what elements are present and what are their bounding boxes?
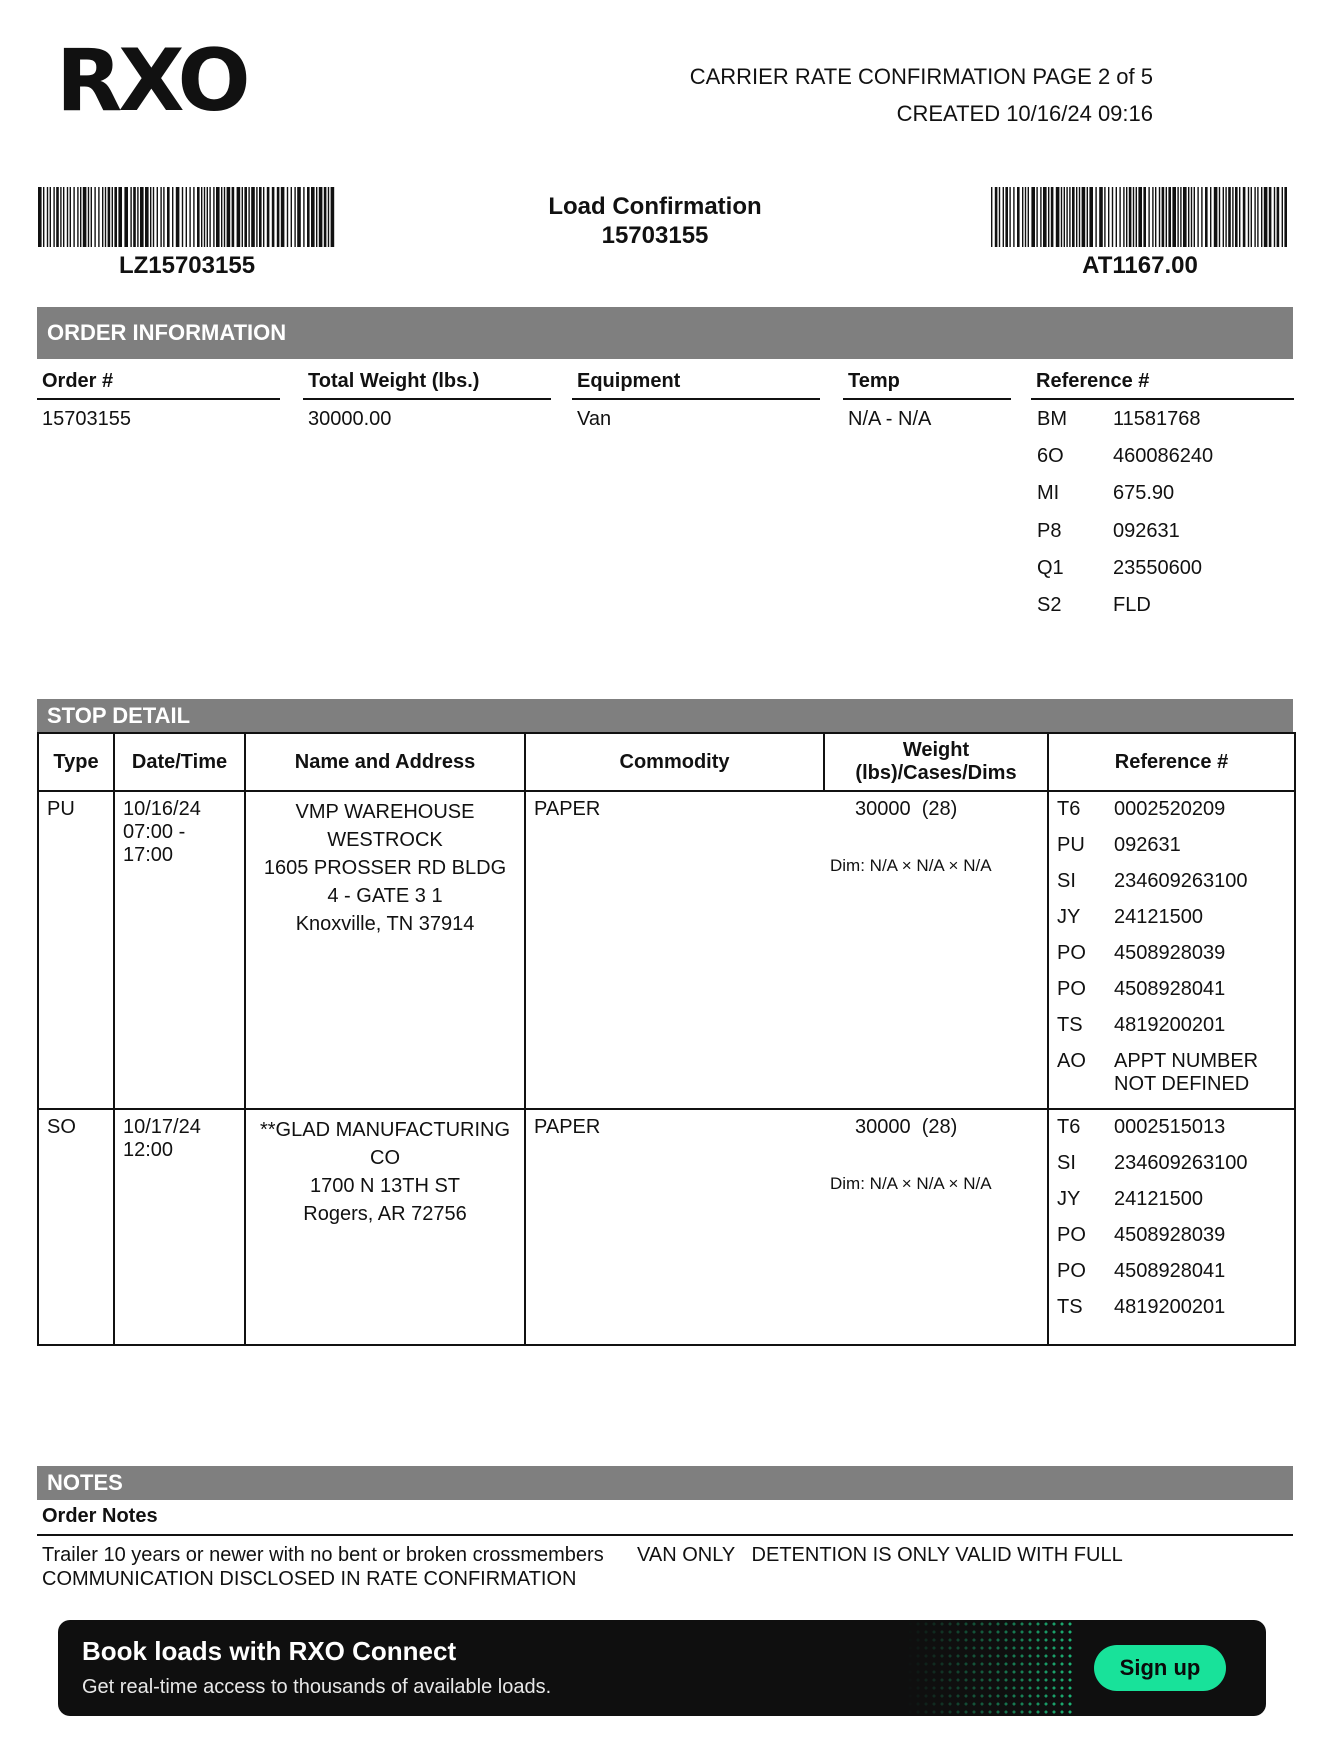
barcode-bar <box>991 187 992 247</box>
barcode-bar <box>105 187 106 247</box>
list-item <box>1057 978 1286 1014</box>
barcode-bar <box>1235 187 1238 247</box>
order-information-header: ORDER INFORMATION <box>37 307 1293 359</box>
stop-table-header-row <box>38 733 1295 791</box>
barcode-bar <box>1003 187 1004 247</box>
ref-value: 4508928039 <box>1114 1224 1226 1246</box>
ref-value: 234609263100 <box>1114 1152 1248 1174</box>
barcode-bar <box>94 187 95 247</box>
address-line: **GLAD MANUFACTURING <box>259 1119 511 1141</box>
stop-references <box>1048 1109 1295 1345</box>
ref-code: SI <box>1057 870 1076 892</box>
ref-code: BM <box>1037 408 1067 430</box>
address-line: 4 - GATE 3 1 <box>327 885 443 907</box>
table-row <box>38 1109 1295 1345</box>
ref-code: P8 <box>1037 520 1062 542</box>
dot-pattern-icon <box>906 1620 1076 1716</box>
barcode-bar <box>1040 187 1041 247</box>
commodity-column-header: Commodity <box>525 733 824 791</box>
barcode-bar <box>227 187 231 247</box>
barcode-bar <box>311 187 315 247</box>
barcode-bar <box>153 187 154 247</box>
banner-title: Book loads with RXO Connect <box>82 1636 457 1666</box>
barcode-bar <box>1197 187 1198 247</box>
stop-name-address <box>245 1109 525 1345</box>
list-item <box>1057 1188 1286 1224</box>
barcode-bar <box>53 187 54 247</box>
barcode-bar <box>197 187 200 247</box>
barcode-bar <box>1243 187 1246 247</box>
created-timestamp: CREATED 10/16/24 09:16 <box>896 101 1153 126</box>
barcode-bar <box>1148 187 1149 247</box>
ref-code: TS <box>1057 1014 1083 1036</box>
barcode-right-label: AT1167.00 <box>1082 252 1198 279</box>
barcode-bar <box>130 187 131 247</box>
barcode-bar <box>1225 187 1226 247</box>
ref-code: JY <box>1057 1188 1081 1210</box>
weight-value: 30000 (28) <box>855 798 958 820</box>
barcode-bar <box>224 187 225 247</box>
ref-code: MI <box>1037 482 1060 504</box>
order-reference-row <box>1037 557 1202 580</box>
barcode-bar <box>124 187 128 247</box>
ref-code: T6 <box>1057 1116 1081 1138</box>
barcode-bar <box>294 187 295 247</box>
banner-subtitle: Get real-time access to thousands of available loads. <box>82 1676 552 1698</box>
barcode-bar <box>209 187 210 247</box>
table-row <box>38 791 1295 1109</box>
ref-value: APPT NUMBER NOT DEFINED <box>1114 1050 1259 1095</box>
load-number: 15703155 <box>601 222 709 249</box>
stop-type: SO <box>38 1109 114 1345</box>
ref-code: 6O <box>1037 445 1064 467</box>
list-item <box>1057 1116 1286 1152</box>
equipment-header: Equipment <box>572 370 820 400</box>
barcode-bar <box>145 187 149 247</box>
reference-header: Reference # <box>1031 370 1294 400</box>
barcode-bar <box>232 187 235 247</box>
ref-value: 675.90 <box>1113 482 1175 504</box>
dims-value: Dim: N/A × N/A × N/A <box>830 856 992 875</box>
barcode-bar <box>267 187 270 247</box>
barcode-bar <box>137 187 138 247</box>
weight-value: 30000 (28) <box>855 1116 958 1138</box>
barcode-bar <box>114 187 117 247</box>
barcode-bar <box>1138 187 1142 247</box>
stop-time-start: 12:00 <box>123 1139 174 1161</box>
barcode-bar <box>112 187 113 247</box>
barcode-bar <box>1069 187 1070 247</box>
barcode-bar <box>1082 187 1086 247</box>
stop-commodity-weight <box>525 791 1048 1109</box>
ref-value: 24121500 <box>1114 906 1203 928</box>
reference-column-header: Reference # <box>1048 733 1295 791</box>
address-line: Knoxville, TN 37914 <box>295 913 475 935</box>
notes-header: NOTES <box>37 1466 1293 1500</box>
barcode-bar <box>102 187 103 247</box>
commodity-value: PAPER <box>534 798 601 820</box>
address-line: WESTROCK <box>327 829 443 851</box>
barcode-bar <box>1257 187 1258 247</box>
list-item <box>1057 1260 1286 1296</box>
stop-date: 10/17/24 <box>123 1116 201 1138</box>
page-info: CARRIER RATE CONFIRMATION PAGE 2 of 5 <box>689 64 1153 89</box>
barcode-bar <box>1166 187 1167 247</box>
barcode-bar <box>1239 187 1240 247</box>
ref-code: PU <box>1057 834 1085 856</box>
barcode-bar <box>1177 187 1178 247</box>
list-item <box>1057 1050 1286 1096</box>
order-number-header: Order # <box>37 370 280 400</box>
ref-code: SI <box>1057 1152 1076 1174</box>
ref-value: 4508928041 <box>1114 978 1226 1000</box>
stop-time-end: 17:00 <box>123 844 174 866</box>
barcode-bar <box>1264 187 1268 247</box>
ref-value: 4508928039 <box>1114 942 1226 964</box>
barcode-bar <box>263 187 264 247</box>
barcode-bar <box>995 187 998 247</box>
ref-code: PO <box>1057 978 1086 1000</box>
ref-code: S2 <box>1037 594 1062 616</box>
temp-value: N/A - N/A <box>848 408 932 430</box>
barcode-bar <box>1017 187 1020 247</box>
barcode-bar <box>1112 187 1113 247</box>
address-line: 1605 PROSSER RD BLDG <box>263 857 507 879</box>
barcode-bar <box>1056 187 1060 247</box>
barcode-bar <box>1031 187 1035 247</box>
barcode-bar <box>291 187 292 247</box>
ref-value: 11581768 <box>1113 408 1201 430</box>
ref-code: T6 <box>1057 798 1081 820</box>
barcode-bar <box>1089 187 1093 247</box>
ref-value: 0002515013 <box>1114 1116 1226 1138</box>
barcode-right <box>991 187 1289 247</box>
barcode-bar <box>324 187 327 247</box>
barcode-bar <box>1205 187 1208 247</box>
barcode-bar <box>91 187 92 247</box>
barcode-bar <box>319 187 323 247</box>
order-notes-text: Trailer 10 years or newer with no bent or broken crossmembers VAN ONLY DETENTION IS ONLY VALID WITH FULL COMMUNICATION DISCLOSED IN RATE CONFIRMATION <box>42 1544 1128 1590</box>
ref-value: FLD <box>1113 594 1151 616</box>
barcode-bar <box>1064 187 1065 247</box>
barcode-bar <box>1051 187 1054 247</box>
barcode-bar <box>189 187 190 247</box>
ref-code: PO <box>1057 942 1086 964</box>
barcode-bar <box>316 187 317 247</box>
barcode-bar <box>118 187 122 247</box>
address-line: CO <box>370 1147 400 1169</box>
barcode-bar <box>1277 187 1280 247</box>
order-notes-label: Order Notes <box>37 1505 1293 1536</box>
barcode-bar <box>272 187 275 247</box>
barcode-bar <box>1079 187 1080 247</box>
barcode-bar <box>1155 187 1156 247</box>
weight-column-header <box>824 733 1048 791</box>
barcode-bar <box>160 187 161 247</box>
barcode-bar <box>207 187 208 247</box>
order-reference-row <box>1037 445 1213 468</box>
barcode-bar <box>1087 187 1088 247</box>
barcode-bar <box>167 187 170 247</box>
barcode-bar <box>1136 187 1137 247</box>
barcode-bar <box>1095 187 1096 247</box>
barcode-bar <box>193 187 194 247</box>
barcode-bar <box>1274 187 1275 247</box>
barcode-bar <box>281 187 285 247</box>
barcode-bar <box>1210 187 1211 247</box>
barcode-bar <box>77 187 78 247</box>
barcode-bar <box>1072 187 1075 247</box>
barcode-bar <box>70 187 71 247</box>
barcode-bar <box>204 187 205 247</box>
barcode-bar <box>1123 187 1124 247</box>
commodity-value: PAPER <box>534 1116 601 1138</box>
list-item <box>1057 942 1286 978</box>
barcode-bar <box>1025 187 1026 247</box>
barcode-bar <box>287 187 288 247</box>
barcode-bar <box>50 187 51 247</box>
barcode-bar <box>1254 187 1255 247</box>
barcode-bar <box>80 187 81 247</box>
datetime-column-header: Date/Time <box>114 733 245 791</box>
barcode-left <box>38 187 336 247</box>
barcode-bar <box>1191 187 1192 247</box>
barcode-bar <box>56 187 59 247</box>
barcode-bar <box>1108 187 1109 247</box>
barcode-bar <box>248 187 249 247</box>
barcode-bar <box>1159 187 1160 247</box>
barcode-bar <box>1180 187 1181 247</box>
list-item <box>1057 870 1286 906</box>
barcode-bar <box>157 187 158 247</box>
ref-code: JY <box>1057 906 1081 928</box>
ref-value: 092631 <box>1113 520 1180 542</box>
list-item <box>1057 1296 1286 1332</box>
barcode-bar <box>1232 187 1233 247</box>
barcode-bar <box>63 187 64 247</box>
ref-code: TS <box>1057 1296 1083 1318</box>
address-line: VMP WAREHOUSE <box>295 801 475 823</box>
stop-name-address <box>245 791 525 1109</box>
barcode-bar <box>213 187 214 247</box>
barcode-bar <box>1126 187 1127 247</box>
barcode-bar <box>1223 187 1224 247</box>
ref-value: 460086240 <box>1113 445 1214 467</box>
load-confirmation-title <box>450 192 860 250</box>
barcode-bar <box>1043 187 1047 247</box>
order-reference-row <box>1037 482 1174 505</box>
barcode-bar <box>277 187 280 247</box>
barcode-bar <box>38 187 42 247</box>
barcode-bar <box>1201 187 1202 247</box>
barcode-bar <box>1005 187 1008 247</box>
barcode-bar <box>244 187 247 247</box>
stop-datetime <box>114 1109 245 1345</box>
ref-code: AO <box>1057 1050 1086 1072</box>
barcode-bar <box>182 187 183 247</box>
barcode-bar <box>328 187 329 247</box>
barcode-bar <box>43 187 44 247</box>
barcode-bar <box>172 187 173 247</box>
barcode-bar <box>1168 187 1171 247</box>
barcode-bar <box>999 187 1000 247</box>
barcode-bar <box>1183 187 1187 247</box>
barcode-bar <box>1251 187 1252 247</box>
barcode-bar <box>1219 187 1220 247</box>
barcode-bar <box>1194 187 1195 247</box>
temp-header: Temp <box>843 370 1011 400</box>
total-weight-value: 30000.00 <box>308 408 392 430</box>
address-line: 1700 N 13TH ST <box>309 1175 461 1197</box>
barcode-bar <box>331 187 335 247</box>
stop-type: PU <box>38 791 114 1109</box>
barcode-left-label: LZ15703155 <box>118 252 256 279</box>
barcode-bar <box>150 187 151 247</box>
equipment-value: Van <box>577 408 612 430</box>
barcode-bar <box>1172 187 1176 247</box>
barcode-bar <box>1143 187 1146 247</box>
total-weight-header: Total Weight (lbs.) <box>303 370 551 400</box>
barcode-bar <box>1269 187 1272 247</box>
barcode-bar <box>1188 187 1189 247</box>
barcode-bar <box>83 187 87 247</box>
barcode-bar <box>1152 187 1153 247</box>
barcode-bar <box>303 187 304 247</box>
barcode-bar <box>176 187 180 247</box>
ref-value: 24121500 <box>1114 1188 1203 1210</box>
rxo-connect-banner[interactable] <box>58 1620 1266 1716</box>
weight-header-line1: Weight <box>902 739 970 761</box>
ref-code: PO <box>1057 1224 1086 1246</box>
barcode-bar <box>67 187 68 247</box>
barcode-bar <box>1133 187 1134 247</box>
barcode-bar <box>140 187 144 247</box>
barcode-bar <box>1061 187 1062 247</box>
ref-value: 4508928041 <box>1114 1260 1226 1282</box>
barcode-bar <box>1048 187 1049 247</box>
barcode-bar <box>221 187 222 247</box>
barcode-bar <box>216 187 220 247</box>
barcode-bar <box>1099 187 1103 247</box>
barcode-bar <box>1066 187 1067 247</box>
list-item <box>1057 1152 1286 1188</box>
barcode-bar <box>237 187 241 247</box>
barcode-bar <box>1228 187 1231 247</box>
barcode-bar <box>1119 187 1120 247</box>
barcode-bar <box>307 187 310 247</box>
barcode-bar <box>1009 187 1010 247</box>
barcode-bar <box>73 187 74 247</box>
barcode-bar <box>1022 187 1023 247</box>
barcode-bar <box>98 187 99 247</box>
barcode-bar <box>163 187 164 247</box>
barcode-bar <box>1129 187 1132 247</box>
ref-value: 4819200201 <box>1114 1014 1226 1036</box>
barcode-bar <box>133 187 136 247</box>
barcode-bar <box>1013 187 1014 247</box>
stop-references <box>1048 791 1295 1109</box>
barcode-bar <box>47 187 48 247</box>
barcode-bar <box>1214 187 1218 247</box>
list-item <box>1057 834 1286 870</box>
ref-value: 092631 <box>1114 834 1181 856</box>
order-reference-row <box>1037 520 1180 543</box>
list-item <box>1057 1224 1286 1260</box>
barcode-bar <box>1076 187 1077 247</box>
barcode-bar <box>1284 187 1287 247</box>
title: Load Confirmation <box>548 193 762 220</box>
dims-value: Dim: N/A × N/A × N/A <box>830 1174 992 1193</box>
stop-date: 10/16/24 <box>123 798 201 820</box>
barcode-bar <box>88 187 89 247</box>
order-number-value: 15703155 <box>42 408 131 430</box>
stop-detail-table <box>37 732 1296 1346</box>
barcode-bar <box>108 187 111 247</box>
barcode-bar <box>297 187 301 247</box>
list-item <box>1057 1014 1286 1050</box>
barcode-bar <box>1028 187 1029 247</box>
barcode-bar <box>1116 187 1117 247</box>
barcode-bar <box>251 187 255 247</box>
barcode-bar <box>242 187 243 247</box>
barcode-bar <box>1162 187 1165 247</box>
ref-code: PO <box>1057 1260 1086 1282</box>
barcode-bar <box>1104 187 1105 247</box>
name-address-column-header: Name and Address <box>245 733 525 791</box>
stop-detail-header: STOP DETAIL <box>37 699 1293 733</box>
barcode-bar <box>60 187 61 247</box>
stop-datetime <box>114 791 245 1109</box>
order-reference-row <box>1037 408 1201 431</box>
barcode-bar <box>1036 187 1037 247</box>
weight-header-line2: (lbs)/Cases/Dims <box>855 762 1017 784</box>
barcode-bar <box>256 187 257 247</box>
svg-text:RXO: RXO <box>56 31 247 120</box>
stop-commodity-weight <box>525 1109 1048 1345</box>
barcode-bar <box>1248 187 1249 247</box>
stop-time-start: 07:00 - <box>123 821 186 843</box>
ref-value: 0002520209 <box>1114 798 1226 820</box>
sign-up-button[interactable]: Sign up <box>1094 1645 1226 1691</box>
barcode-bar <box>259 187 262 247</box>
ref-value: 23550600 <box>1113 557 1202 579</box>
list-item <box>1057 798 1286 834</box>
ref-code: Q1 <box>1037 557 1064 579</box>
barcode-bar <box>1282 187 1283 247</box>
ref-value: 234609263100 <box>1114 870 1248 892</box>
barcode-bar <box>201 187 202 247</box>
address-line: Rogers, AR 72756 <box>303 1203 467 1225</box>
type-column-header: Type <box>38 733 114 791</box>
ref-value: 4819200201 <box>1114 1296 1226 1318</box>
barcode-bar <box>186 187 187 247</box>
rxo-logo <box>56 30 256 120</box>
list-item <box>1057 906 1286 942</box>
order-reference-row <box>1037 594 1151 617</box>
barcode-bar <box>1261 187 1262 247</box>
